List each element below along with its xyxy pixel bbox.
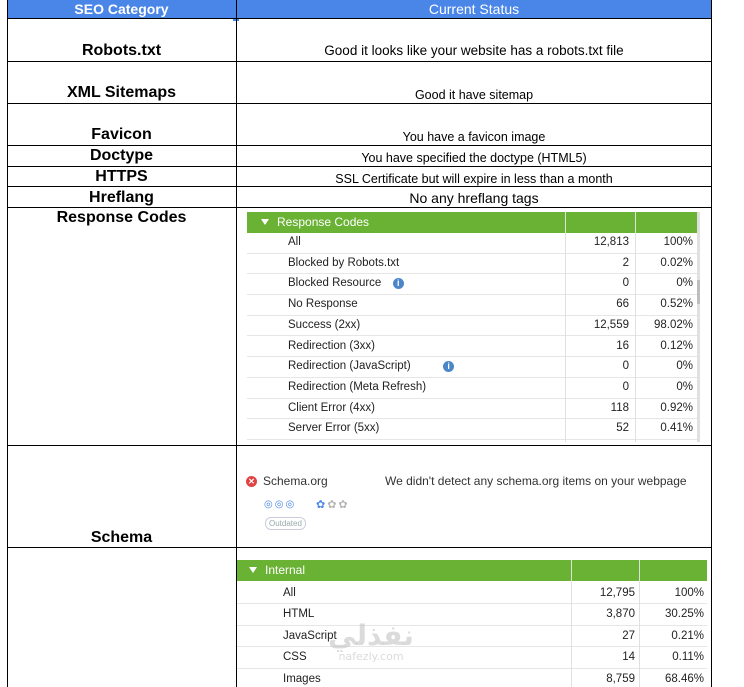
category-response-codes[interactable]: Response Codes [56,209,187,226]
row-percent: 0% [676,360,693,373]
schema-message: We didn't detect any schema.org items on your webpage [385,474,687,488]
row-percent: 0.52% [660,298,693,311]
row-percent: 100% [663,236,693,248]
info-icon[interactable]: i [393,278,404,289]
row-count: 0 [622,277,629,290]
row-count: 0 [622,360,629,373]
row-count: 0 [622,380,629,393]
table-row[interactable] [247,295,697,316]
row-percent: 0.11% [672,651,704,664]
row-count: 8,759 [606,672,635,685]
row-label: Client Error (4xx) [288,401,375,414]
error-x-icon: ✕ [246,476,257,487]
response-codes-panel [247,212,697,442]
table-row[interactable] [247,316,697,337]
collapse-triangle-icon[interactable] [261,219,269,225]
row-percent: 0% [676,380,693,393]
table-row[interactable] [247,274,697,295]
table-row[interactable] [247,357,697,378]
outdated-badge: Outdated [265,517,306,530]
category-favicon[interactable]: Favicon [91,126,152,143]
row-label: Server Error (5xx) [288,422,380,435]
internal-title: Internal [265,563,306,577]
row-count: 12,795 [599,587,635,599]
grid-line [7,445,712,446]
row-percent: 68.46% [664,672,704,685]
row-percent: 0.02% [660,256,693,269]
category-doctype[interactable]: Doctype [89,147,154,164]
schema-name[interactable]: Schema.org [263,474,328,488]
row-label: Redirection (JavaScript) [288,360,411,373]
table-row[interactable] [247,337,697,358]
row-label: Blocked Resource [288,277,382,290]
table-row[interactable] [247,254,697,275]
row-count: 3,870 [606,608,635,621]
row-count: 2 [622,256,629,269]
collapse-triangle-icon[interactable] [249,567,257,573]
header-seo-category[interactable]: SEO Category [7,0,236,18]
status-xml-sitemaps[interactable]: Good it have sitemap [414,88,534,102]
status-robots[interactable]: Good it looks like your website has a robots.txt file [324,43,624,58]
scrollbar-track[interactable] [697,212,700,442]
row-count: 52 [616,422,629,435]
table-row[interactable] [237,583,707,604]
status-favicon[interactable]: You have a favicon image [402,130,546,144]
grid-line [7,166,712,167]
grid-line [7,61,712,62]
row-label: Images [283,672,321,685]
watermark-logo [306,620,436,680]
info-icon[interactable]: i [443,361,454,372]
row-label: Success (2xx) [288,318,361,331]
category-hreflang[interactable]: Hreflang [89,189,154,206]
internal-header[interactable] [237,560,707,581]
row-label: Redirection (3xx) [288,339,375,352]
scrollbar-thumb[interactable] [697,280,700,304]
row-percent: 98.02% [653,318,693,331]
grid-line [7,547,712,548]
category-https[interactable]: HTTPS [95,168,148,185]
row-label: All [288,236,301,248]
row-label: All [283,587,296,599]
status-hreflang[interactable]: No any hreflang tags [409,190,539,206]
row-count: 66 [616,298,629,311]
row-count: 12,813 [593,236,629,248]
row-label: JavaScript [283,629,337,642]
table-row[interactable] [247,378,697,399]
table-row[interactable] [247,399,697,420]
row-label: CSS [283,651,307,664]
row-label: No Response [288,298,358,311]
status-doctype[interactable]: You have specified the doctype (HTML5) [361,151,587,165]
row-count: 12,559 [593,318,629,331]
row-count: 14 [622,651,635,664]
category-xml-sitemaps[interactable]: XML Sitemaps [66,84,177,101]
row-count: 27 [622,629,635,642]
grid-line [7,145,712,146]
column-divider [639,560,640,687]
grid-line [7,103,712,104]
row-percent: 100% [674,587,704,599]
row-percent: 0.12% [660,339,693,352]
row-percent: 0.41% [660,422,693,435]
category-schema[interactable]: Schema [90,529,153,546]
grid-line [7,18,712,19]
row-percent: 30.25% [664,608,704,621]
grid-line [7,207,712,208]
header-current-status[interactable]: Current Status [237,0,711,18]
response-codes-header[interactable] [247,212,697,233]
format-dots-icon: ◎◎◎ [264,499,297,510]
row-label: HTML [283,608,315,621]
table-row[interactable] [247,233,697,254]
table-row[interactable] [247,419,697,440]
row-label: Redirection (Meta Refresh) [288,380,427,393]
row-percent: 0.21% [671,629,704,642]
watermark-latin: nafezly.com [338,650,404,663]
watermark-arabic: نفذلي [328,619,414,652]
row-label: Blocked by Robots.txt [288,256,400,269]
column-divider [571,560,572,687]
row-count: 118 [610,401,629,414]
column-divider [565,212,566,442]
column-divider [635,212,636,442]
status-https[interactable]: SSL Certificate but will expire in less than a month [335,172,613,186]
schema-check [246,472,696,532]
gear-icons: ✿✿✿ [316,499,350,511]
row-count: 16 [616,339,629,352]
row-percent: 0% [676,277,693,290]
category-robots[interactable]: Robots.txt [81,42,162,59]
row-percent: 0.92% [660,401,693,414]
response-codes-title: Response Codes [277,215,370,229]
